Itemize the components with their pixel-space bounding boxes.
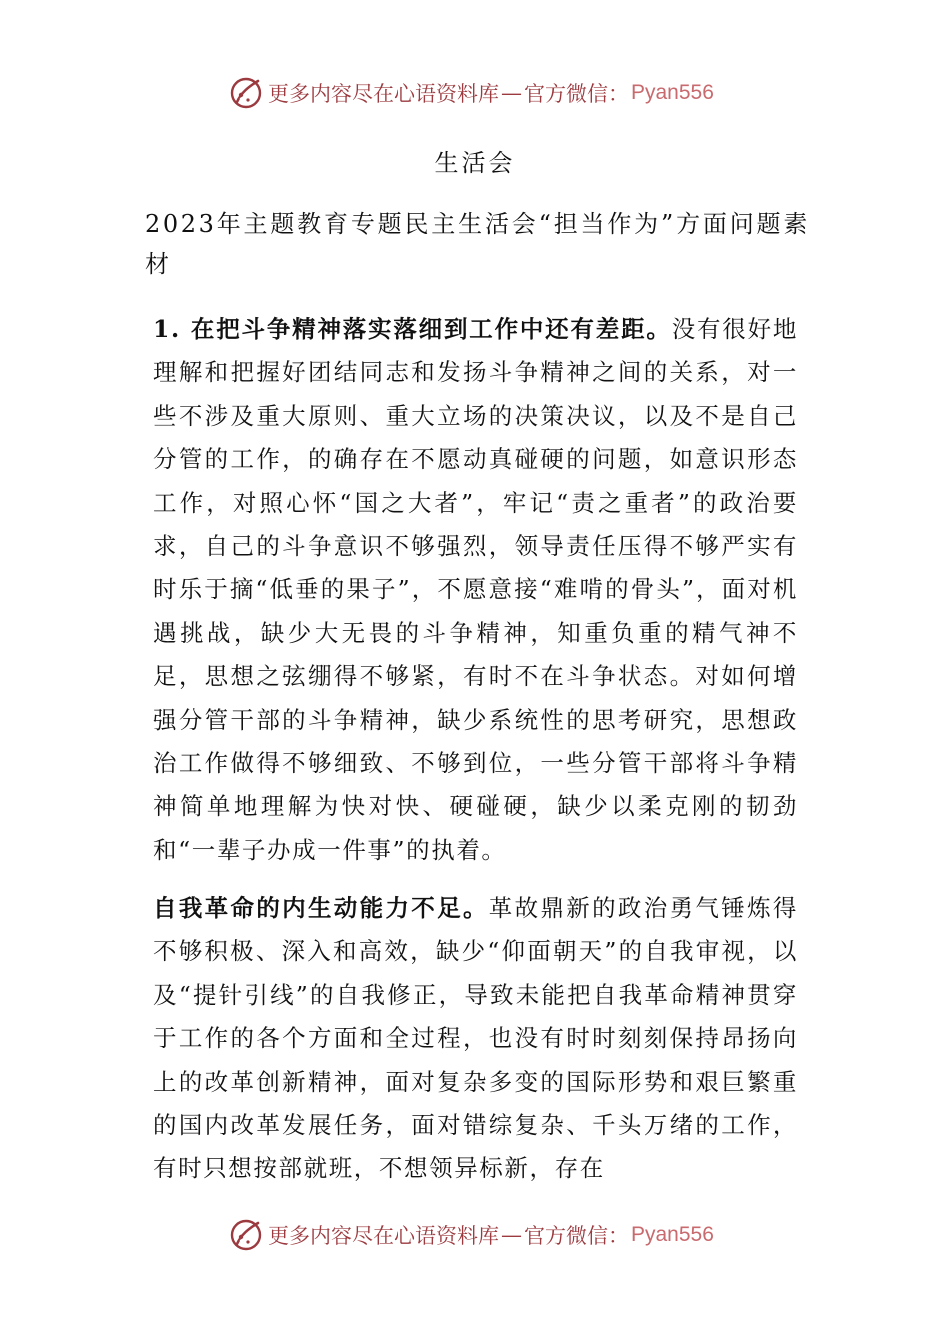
document-subtitle: 2023年主题教育专题民主生活会“担当作为”方面问题素材	[145, 210, 810, 278]
banner-separator: —	[501, 1223, 522, 1247]
pen-logo-icon	[228, 1217, 264, 1253]
banner-wechat-id: Pyan556	[631, 1223, 714, 1246]
section-body: 革故鼎新的政治勇气锤炼得不够积极、深入和高效，缺少“仰面朝天”的自我审视，以及“提针引线”的自我修正，导致未能把自我革命精神贯穿于工作的各个方面和全过程，也没有时时刻刻保持昂扬向上的改革创新精神，面对复杂多变的国际形势和艰巨繁重的国内改革发展任务，面对错综复杂、千头万绪的工作，有时只想按部就班，不想领异标新，存在	[153, 894, 798, 1183]
banner-wechat-id: Pyan556	[631, 81, 714, 104]
section-lead: 自我革命的内生动能力不足。	[153, 894, 489, 922]
footer-watermark-banner	[228, 1215, 714, 1255]
banner-separator: —	[501, 81, 522, 105]
banner-wechat-label: 官方微信：	[524, 1224, 629, 1248]
banner-text: 更多内容尽在心语资料库	[268, 82, 499, 106]
banner-wechat-label: 官方微信：	[524, 82, 629, 106]
header-watermark-banner	[228, 73, 714, 113]
pen-logo-icon	[228, 75, 264, 111]
section-paragraph	[153, 887, 798, 1191]
section-lead: 在把斗争精神落实落细到工作中还有差距。	[190, 315, 672, 343]
banner-text: 更多内容尽在心语资料库	[268, 1224, 499, 1248]
section-body: 没有很好地理解和把握好团结同志和发扬斗争精神之间的关系，对一些不涉及重大原则、重大立场的决策决议，以及不是自己分管的工作，的确存在不愿动真碰硬的问题，如意识形态工作，对照心怀“国之大者”，牢记“责之重者”的政治要求，自己的斗争意识不够强烈，领导责任压得不够严实有时乐于摘“低垂的果子”，不愿意接“难啃的骨头”，面对机遇挑战，缺少大无畏的斗争精神，知重负重的精气神不足，思想之弦绷得不够紧，有时不在斗争状态。对如何增强分管干部的斗争精神，缺少系统性的思考研究，思想政治工作做得不够细致、不够到位，一些分管干部将斗争精神简单地理解为快对快、硬碰硬，缺少以柔克刚的韧劲和“一辈子办成一件事”的执着。	[153, 315, 798, 864]
section-number: 1.	[153, 315, 181, 343]
section-paragraph	[153, 308, 798, 872]
document-title: 生活会	[434, 149, 516, 177]
